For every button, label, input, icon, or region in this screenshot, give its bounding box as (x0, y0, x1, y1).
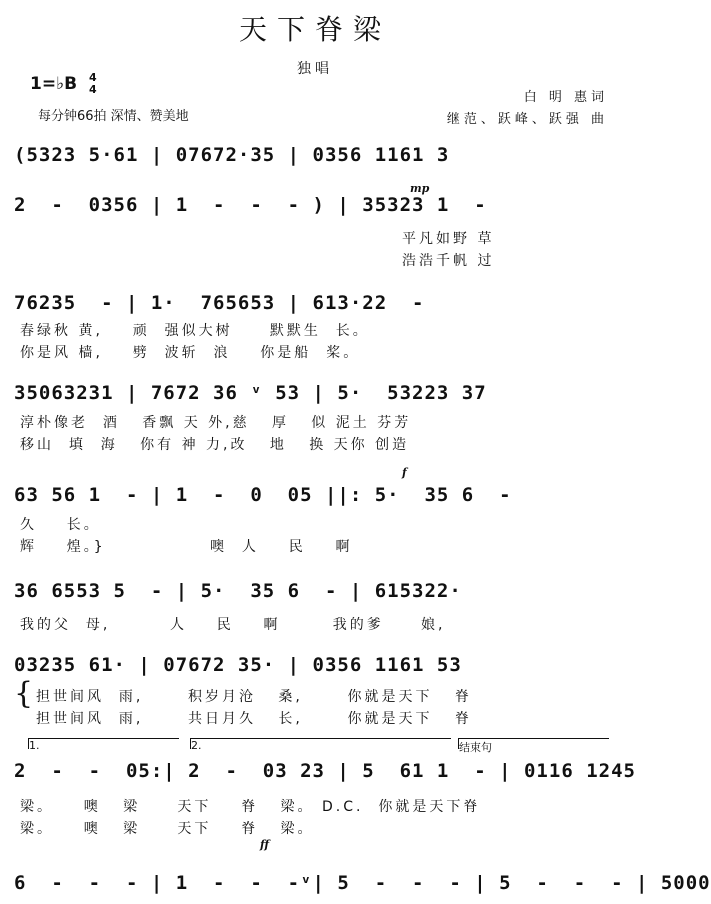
dynamic-mark: f (402, 466, 407, 479)
lyric-verse-2: 梁。 噢 梁 天下 脊 梁。 (20, 821, 315, 837)
lyric-verse-2: 移山 填 海 你有 神 力,改 地 换 天你 创造 (20, 437, 410, 453)
lyric-verse-2: 担世间风 雨, 共日月久 长, 你就是天下 脊 (36, 711, 472, 727)
coda-label: 结束句 (458, 738, 609, 749)
notation: 35063231 | 7672 36 ᵛ 53 | 5· 53223 37 (14, 382, 487, 404)
song-title: 天下脊梁 (238, 13, 391, 46)
dynamic-mark: mp (410, 182, 430, 195)
time-bottom: 4 (88, 83, 97, 96)
tempo-marking: 每分钟66拍 深情、赞美地 (38, 109, 189, 124)
notation: 6 - - - | 1 - - -ᵛ| 5 - - - | 5 - - - | 5000 (14, 872, 711, 894)
lyric-verse-1: 淳朴像老 酒 香飘 天 外,慈 厚 似 泥土 芬芳 (20, 415, 412, 431)
notation: 03235 61· | 07672 35· | 0356 1161 53 (14, 654, 462, 676)
dynamic-mark: ff (260, 838, 270, 851)
lyric-verse-1: 久 长。 (20, 517, 101, 533)
time-top: 4 (88, 71, 97, 84)
lyric-verse-1: 平凡如野 草 (402, 231, 495, 247)
notation: 36 6553 5 - | 5· 35 6 - | 615322· (14, 580, 462, 602)
key-signature (30, 72, 97, 96)
lyric-verse-2: 辉 煌。} 噢 人 民 啊 (20, 539, 353, 555)
notation: 63 56 1 - | 1 - 0 05 ||: 5· 35 6 - (14, 484, 512, 506)
lyric-verse-1: 梁。 噢 梁 天下 脊 梁。 D.C. 你就是天下脊 (20, 799, 481, 815)
notation: (5323 5·61 | 07672·35 | 0356 1161 3 (14, 144, 450, 166)
lyric-verse-2: 你是风 樯, 劈 波斩 浪 你是船 桨。 (20, 345, 361, 361)
verse-brace: { (14, 676, 34, 711)
notation: 2 - - 05:| 2 - 03 23 | 5 61 1 - | 0116 1245 (14, 760, 636, 782)
time-signature (89, 72, 97, 96)
lyric-verse-1: 担世间风 雨, 积岁月沧 桑, 你就是天下 脊 (36, 689, 472, 705)
song-subtitle: 独唱 (297, 61, 333, 77)
lyric-verse-2: 浩浩千帆 过 (402, 253, 495, 269)
lyricist-credit: 白 明 惠词 (523, 90, 608, 105)
notation: 2 - 0356 | 1 - - - ) | 35323 1 - (14, 194, 487, 216)
notation: 76235 - | 1· 765653 | 613·22 - (14, 292, 425, 314)
key-label: 1=♭B (30, 74, 78, 94)
volta-2: 2. (190, 738, 451, 749)
lyric-verse-1: 我的父 母, 人 民 啊 我的爹 娘, (20, 617, 446, 633)
volta-1: 1. (28, 738, 179, 749)
lyric-verse-1: 春绿秋 黄, 顽 强似大树 默默生 长。 (20, 323, 370, 339)
composer-credit: 继范、跃峰、跃强 曲 (446, 112, 608, 127)
